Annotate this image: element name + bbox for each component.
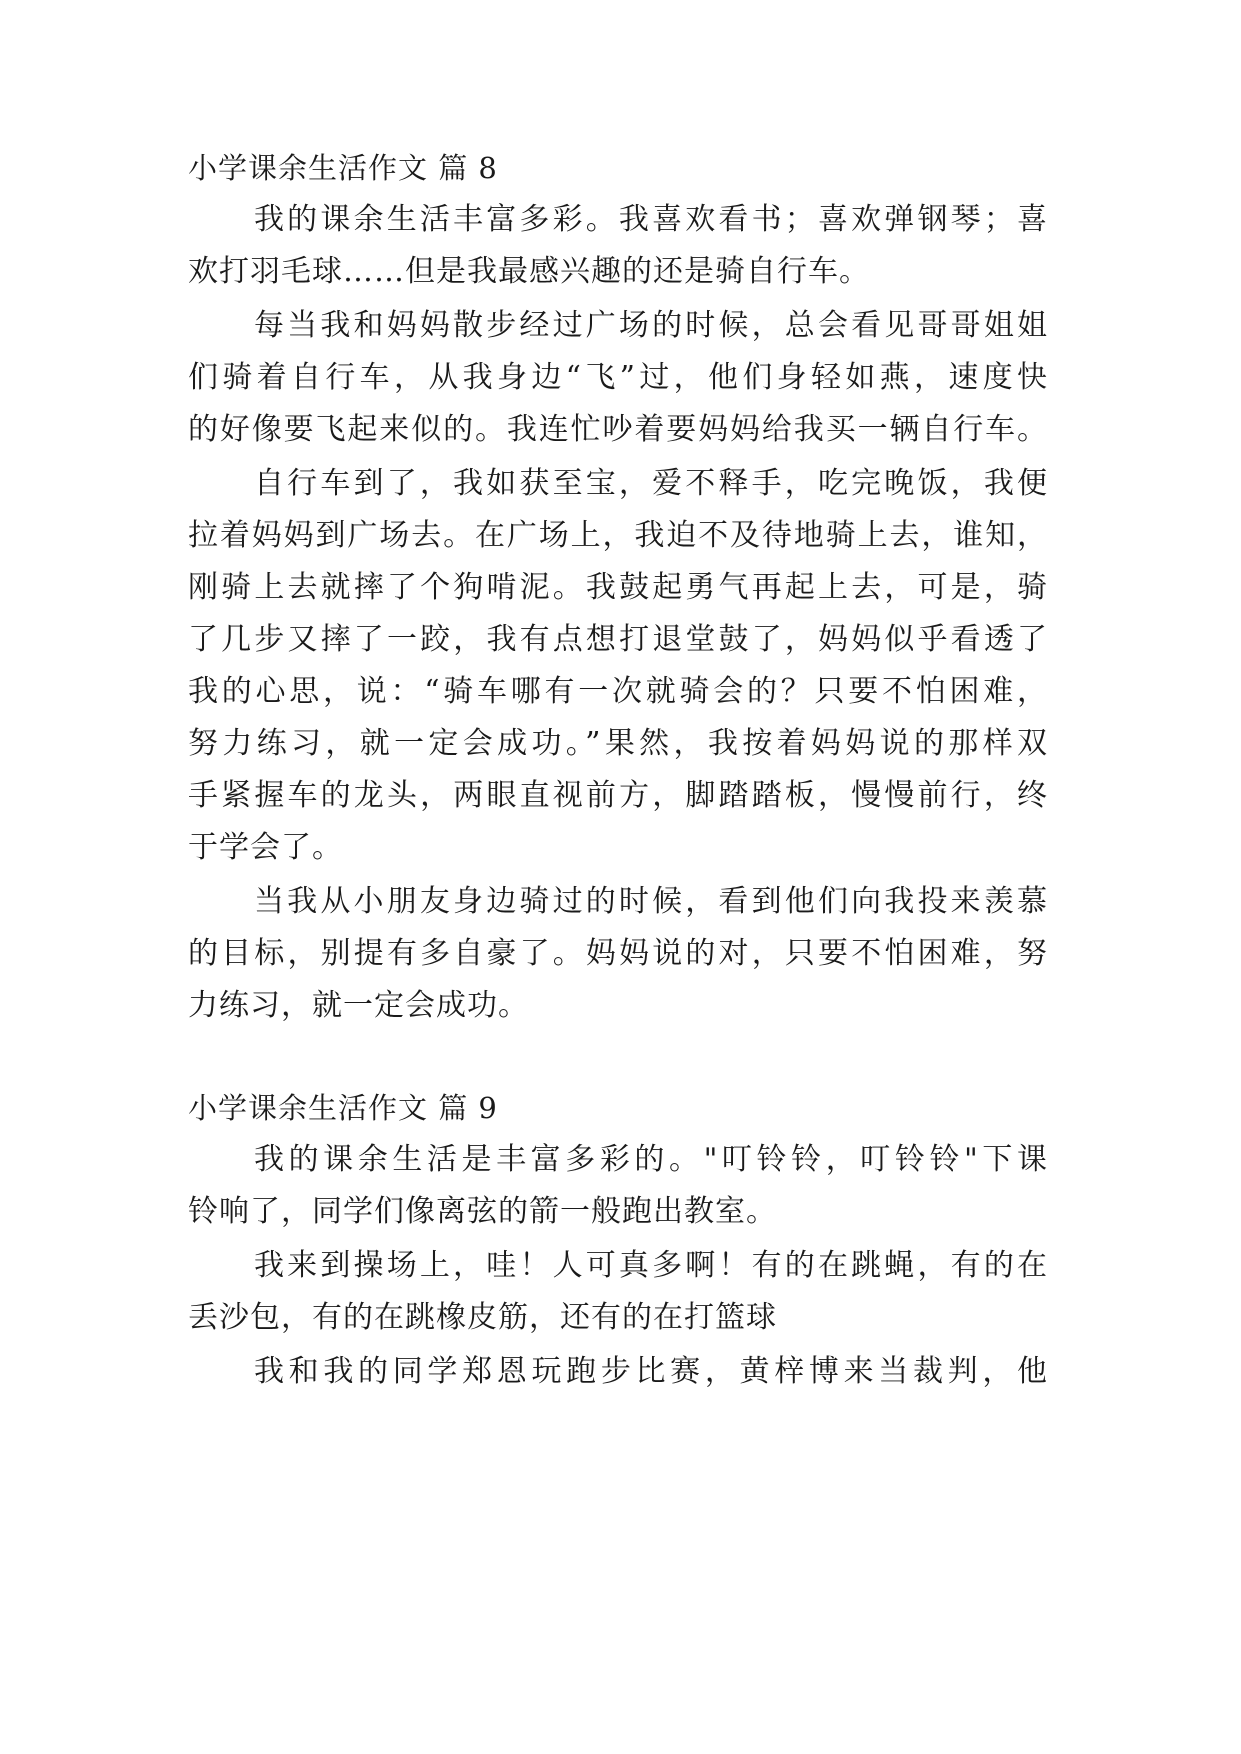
paragraph-line: 们骑着自行车，从我身边“飞”过，他们身轻如燕，速度快 (188, 360, 1048, 395)
paragraph-line: 的好像要飞起来似的。我连忙吵着要妈妈给我买一辆自行车。 (188, 412, 1048, 447)
paragraph-line: 我的课余生活丰富多彩。我喜欢看书；喜欢弹钢琴；喜 (254, 202, 1048, 237)
section-heading: 小学课余生活作文 篇 9 (188, 1091, 498, 1125)
paragraph-line: 了几步又摔了一跤，我有点想打退堂鼓了，妈妈似乎看透了 (188, 622, 1048, 657)
paragraph-line: 我的心思，说：“骑车哪有一次就骑会的？只要不怕困难， (188, 674, 1048, 709)
paragraph-line: 我的课余生活是丰富多彩的。"叮铃铃，叮铃铃"下课 (254, 1142, 1048, 1177)
paragraph-line: 自行车到了，我如获至宝，爱不释手，吃完晚饭，我便 (254, 466, 1048, 501)
paragraph-line: 的目标，别提有多自豪了。妈妈说的对，只要不怕困难，努 (188, 936, 1048, 971)
paragraph-line: 努力练习，就一定会成功。”果然，我按着妈妈说的那样双 (188, 726, 1048, 761)
paragraph-line: 手紧握车的龙头，两眼直视前方，脚踏踏板，慢慢前行，终 (188, 778, 1048, 813)
paragraph-line: 当我从小朋友身边骑过的时候，看到他们向我投来羡慕 (254, 884, 1048, 919)
paragraph-line: 于学会了。 (188, 830, 343, 865)
paragraph-line: 铃响了，同学们像离弦的箭一般跑出教室。 (188, 1194, 777, 1229)
paragraph-line: 拉着妈妈到广场去。在广场上，我迫不及待地骑上去，谁知， (188, 518, 1048, 553)
paragraph-line: 刚骑上去就摔了个狗啃泥。我鼓起勇气再起上去，可是，骑 (188, 570, 1048, 605)
paragraph-line: 每当我和妈妈散步经过广场的时候，总会看见哥哥姐姐 (254, 308, 1048, 343)
paragraph-line: 丢沙包，有的在跳橡皮筋，还有的在打篮球 (188, 1300, 777, 1335)
paragraph-line: 我来到操场上，哇！人可真多啊！有的在跳蝇，有的在 (254, 1248, 1048, 1283)
paragraph-line: 我和我的同学郑恩玩跑步比赛，黄梓博来当裁判，他 (254, 1354, 1048, 1389)
paragraph-line: 欢打羽毛球……但是我最感兴趣的还是骑自行车。 (188, 254, 870, 289)
paragraph-line: 力练习，就一定会成功。 (188, 988, 529, 1023)
section-heading: 小学课余生活作文 篇 8 (188, 151, 498, 185)
